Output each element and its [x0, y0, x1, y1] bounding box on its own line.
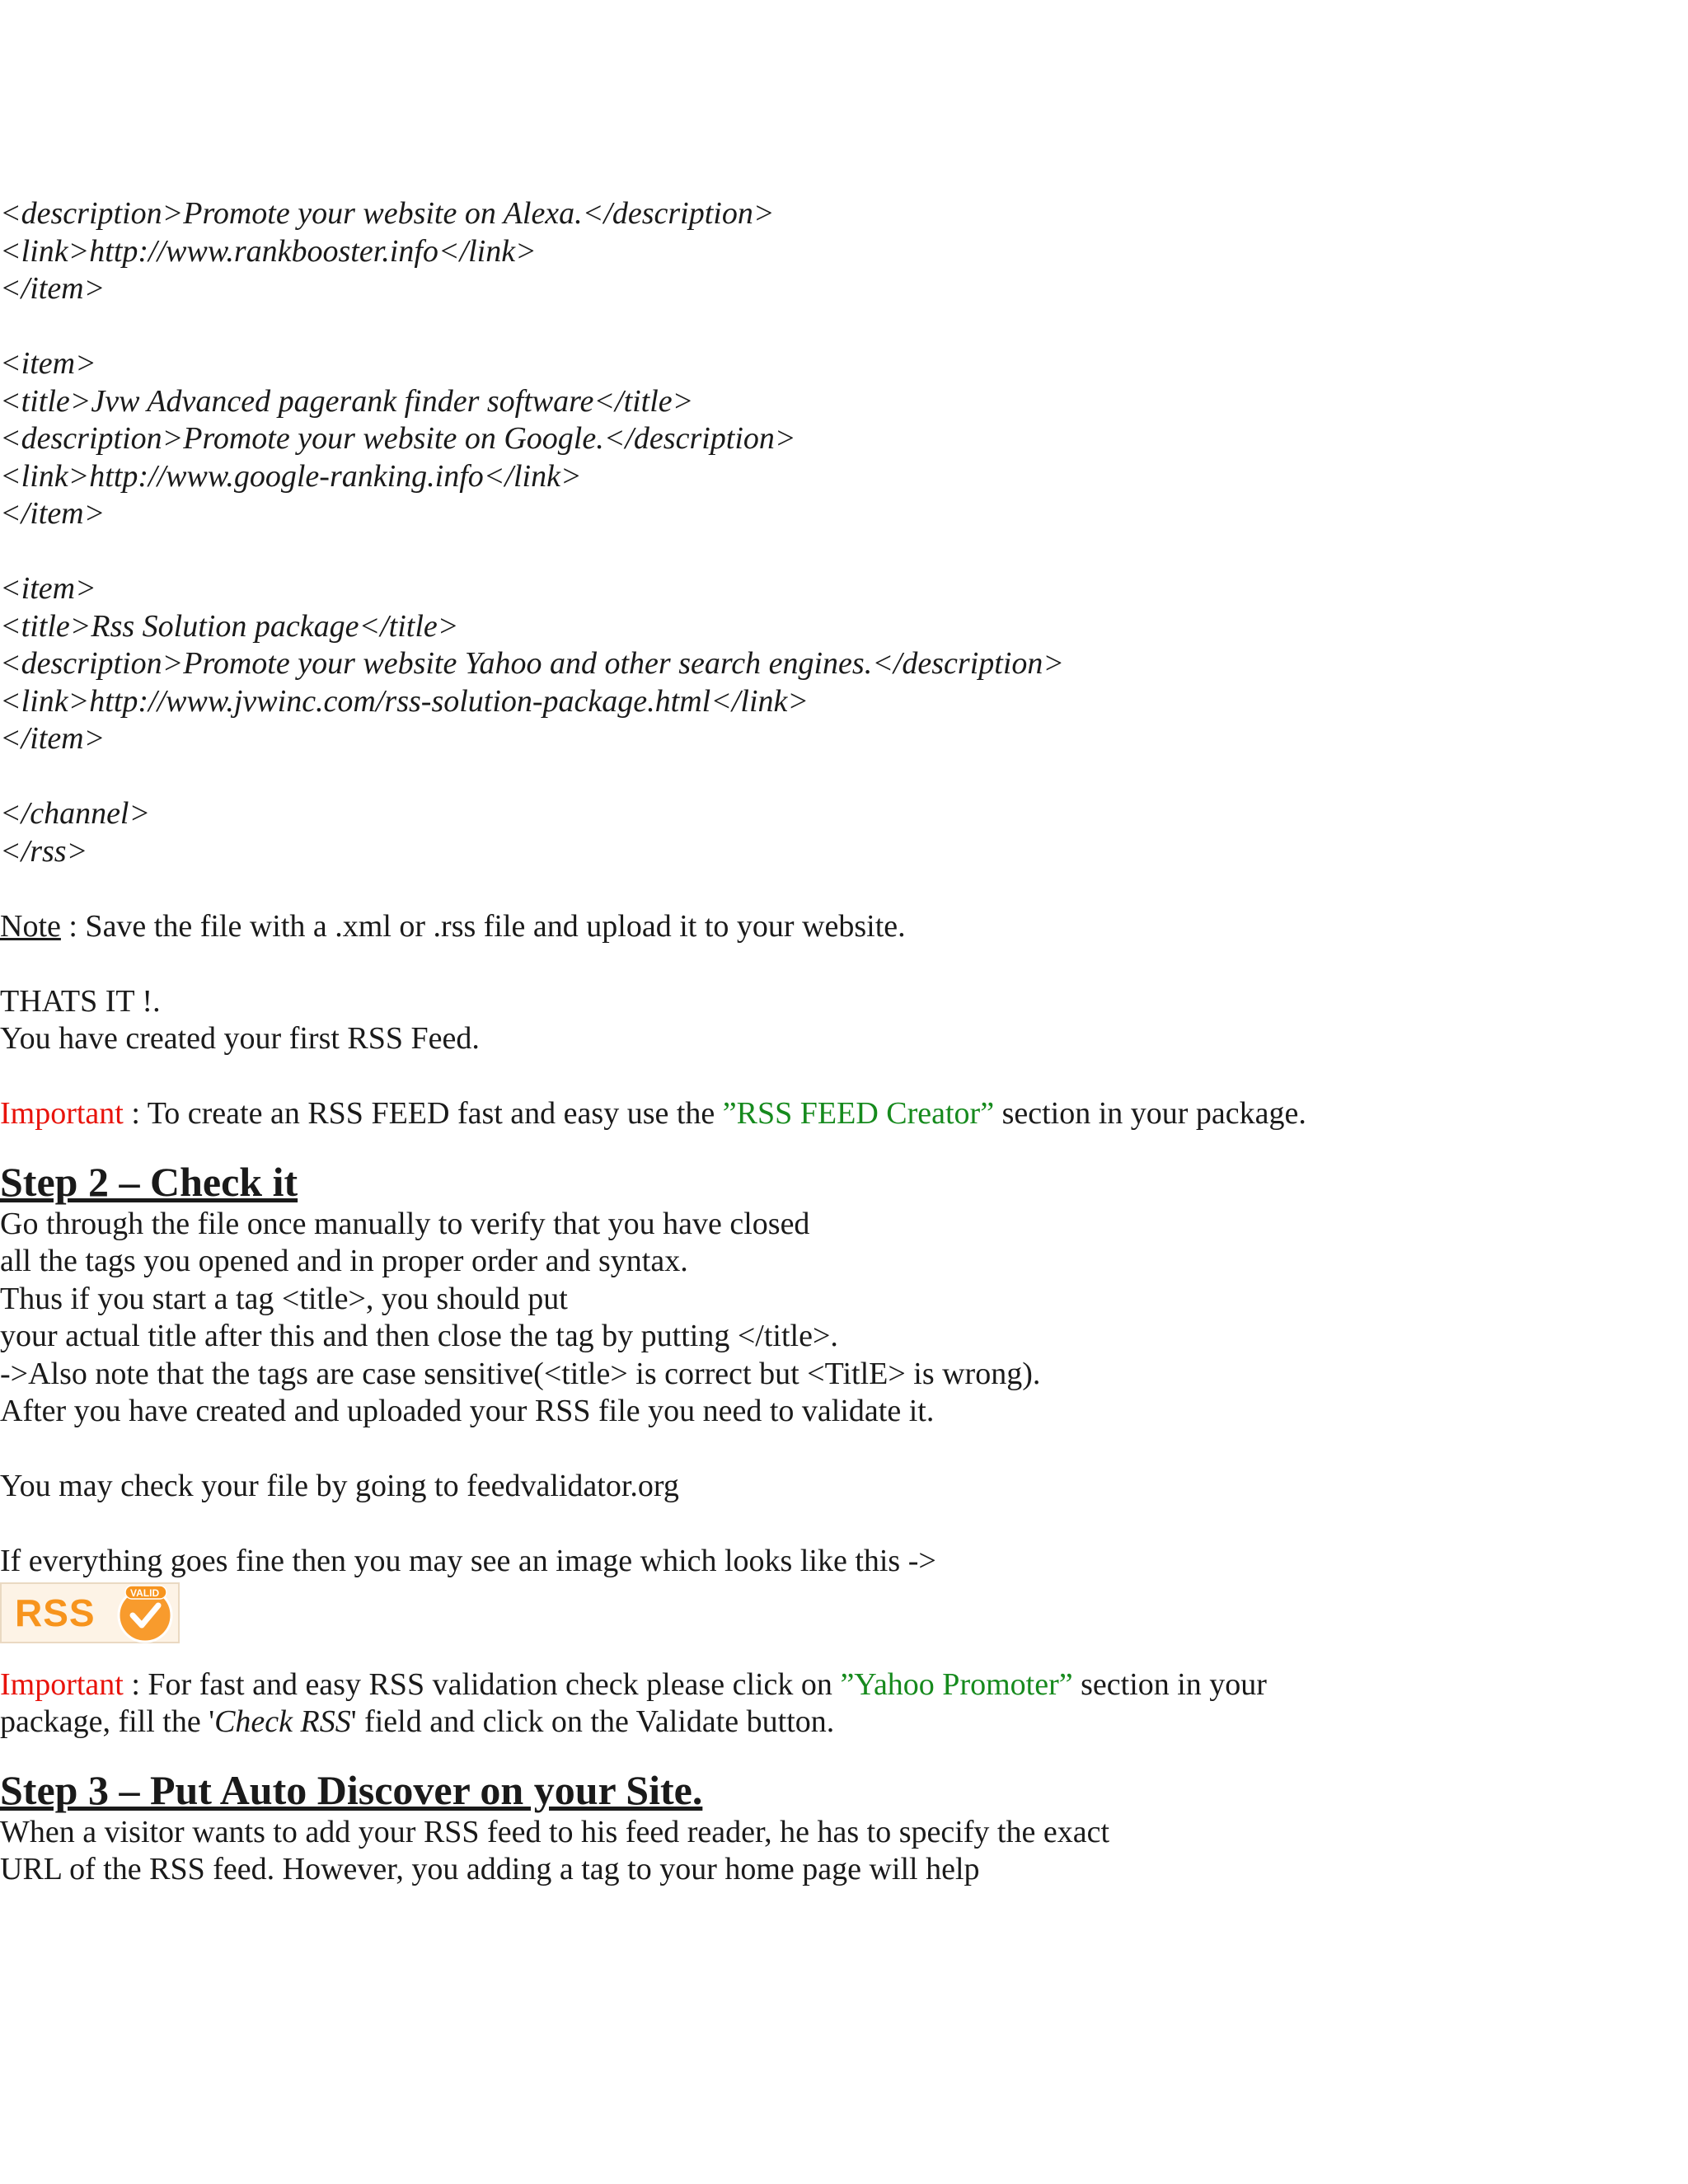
- important-label: Important: [0, 1666, 124, 1702]
- step-2-body: [0, 1206, 1688, 1431]
- code-line-blank: [0, 533, 1688, 571]
- document-page: [0, 195, 1688, 1889]
- spacer: [0, 1741, 1688, 1766]
- step-3-line: When a visitor wants to add your RSS feed to his feed reader, he has to specify the exact: [0, 1814, 1110, 1849]
- code-line: <link>http://www.jvwinc.com/rss-solution-package.html</link>: [0, 683, 809, 719]
- important-label: Important: [0, 1096, 124, 1131]
- note-paragraph: [0, 908, 1688, 946]
- important-text: : To create an RSS FEED fast and easy use the: [123, 1096, 723, 1131]
- check-rss-field-name: Check RSS: [214, 1704, 351, 1739]
- step-2-line: all the tags you opened and in proper order and syntax.: [0, 1244, 688, 1278]
- image-intro-line: If everything goes fine then you may see an image which looks like this ->: [0, 1544, 936, 1578]
- created-feed-line: You have created your first RSS Feed.: [0, 1021, 480, 1056]
- important-text: section in your: [1072, 1666, 1267, 1702]
- code-line: <title>Jvw Advanced pagerank finder software</title>: [0, 383, 694, 419]
- code-line: <description>Promote your website Yahoo and other search engines.</description>: [0, 646, 1065, 681]
- badge-valid-text: VALID: [130, 1586, 160, 1599]
- step-3-line: URL of the RSS feed. However, you adding a tag to your home page will help: [0, 1852, 980, 1886]
- important-text: package, fill the ': [0, 1704, 215, 1739]
- code-line-blank: [0, 308, 1688, 346]
- important-text: ' field and click on the Validate button.: [350, 1704, 835, 1739]
- step-3-heading: Step 3 – Put Auto Discover on your Site.: [0, 1766, 703, 1813]
- code-block: [0, 195, 1688, 870]
- code-line: <link>http://www.google-ranking.info</link>: [0, 458, 582, 494]
- feedvalidator-line: You may check your file by going to feedvalidator.org: [0, 1469, 679, 1503]
- spacer: [0, 1133, 1688, 1158]
- important-text: : For fast and easy RSS validation check please click on: [123, 1666, 841, 1702]
- note-text: : Save the file with a .xml or .rss file and upload it to your website.: [60, 908, 906, 944]
- step-2-line: Go through the file once manually to verify that you have closed: [0, 1206, 810, 1241]
- code-line: <item>: [0, 571, 96, 606]
- rss-feed-creator-highlight: ”RSS FEED Creator”: [722, 1096, 995, 1131]
- spacer: [0, 1058, 1688, 1096]
- code-line: <title>Rss Solution package</title>: [0, 608, 459, 644]
- step-2-line: your actual title after this and then close the tag by putting </title>.: [0, 1319, 838, 1353]
- spacer: [0, 945, 1688, 983]
- rss-valid-badge: [0, 1582, 180, 1643]
- spacer: [0, 1506, 1688, 1544]
- spacer: [0, 1431, 1688, 1469]
- code-line: </item>: [0, 721, 106, 756]
- important-text: section in your package.: [994, 1096, 1306, 1131]
- important-2-line-2: [0, 1704, 1688, 1741]
- step-2-line: ->Also note that the tags are case sensitive(<title> is correct but <TitlE> is wrong).: [0, 1356, 1041, 1391]
- step-3-body: [0, 1814, 1688, 1889]
- step-2-line: Thus if you start a tag <title>, you should put: [0, 1281, 568, 1316]
- spacer: [0, 870, 1688, 908]
- code-line: </rss>: [0, 833, 88, 869]
- important-paragraph-1: [0, 1095, 1688, 1133]
- code-line: </item>: [0, 271, 106, 306]
- important-2-line-1: [0, 1666, 1688, 1704]
- code-line: <link>http://www.rankbooster.info</link>: [0, 233, 537, 269]
- step-2-line: After you have created and uploaded your RSS file you need to validate it.: [0, 1394, 935, 1428]
- code-line-blank: [0, 758, 1688, 796]
- thats-it-line: THATS IT !.: [0, 983, 161, 1019]
- code-line: <description>Promote your website on Alexa.</description>: [0, 196, 775, 231]
- step-2-heading: Step 2 – Check it: [0, 1158, 298, 1205]
- code-line: <item>: [0, 346, 96, 381]
- code-line: </channel>: [0, 796, 151, 831]
- code-line: </item>: [0, 496, 106, 531]
- yahoo-promoter-highlight: ”Yahoo Promoter”: [840, 1666, 1073, 1702]
- important-paragraph-2: [0, 1666, 1688, 1741]
- badge-rss-text: RSS: [15, 1591, 96, 1634]
- note-label: Note: [0, 908, 61, 944]
- code-line: <description>Promote your website on Google.</description>: [0, 421, 796, 456]
